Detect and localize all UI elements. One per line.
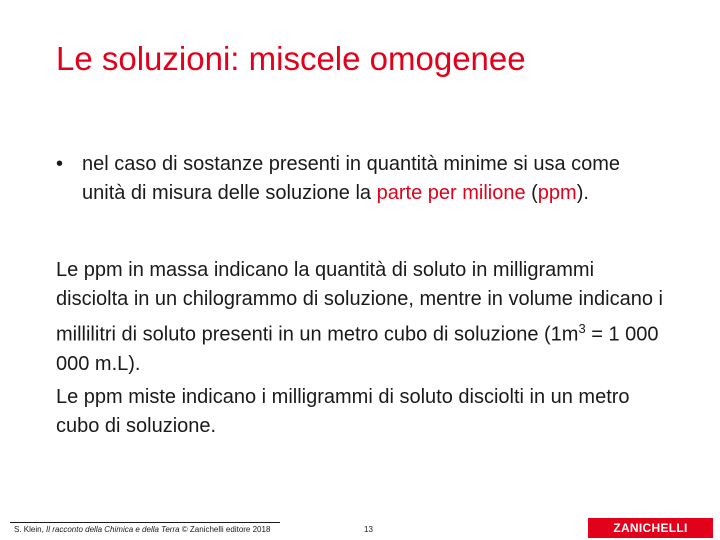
credit-book-title: Il racconto della Chimica e della Terra <box>46 525 180 534</box>
bullet-text <box>82 150 656 208</box>
paragraph-ppm-definition <box>56 256 666 379</box>
bullet-text-mid: ( <box>525 182 538 204</box>
bullet-text-start: nel caso di sostanze presenti in quantità minime si usa come unità di misura delle soluzione la <box>82 153 621 204</box>
bullet-item <box>56 150 656 208</box>
page-number: 13 <box>364 525 373 534</box>
paragraph1-end: = 1 000 000 m.L). <box>56 323 659 375</box>
highlight-term: parte per milione <box>376 182 526 204</box>
footer-divider <box>10 522 280 523</box>
paragraph1-superscript: 3 <box>578 321 586 336</box>
paragraph1-text: Le ppm in massa indicano la quantità di soluto in milligrammi disciolta in un chilogrammo di soluzione, mentre in volume indicano i millilitri di soluto presenti in un metro cubo di soluzione (1m <box>56 259 663 346</box>
bullet-marker: • <box>56 153 64 175</box>
footer-credit <box>14 525 270 534</box>
paragraph-ppm-mixed: Le ppm miste indicano i milligrammi di soluto disciolti in un metro cubo di soluzione. <box>56 386 630 437</box>
footer <box>0 515 720 540</box>
bullet-text-end: ). <box>576 182 589 204</box>
credit-publisher: © Zanichelli editore 2018 <box>179 525 271 534</box>
zanichelli-logo: ZANICHELLI <box>588 518 713 538</box>
credit-author: S. Klein, <box>14 525 47 534</box>
slide-title: Le soluzioni: miscele omogenee <box>56 40 526 77</box>
highlight-abbr: ppm <box>537 182 577 204</box>
